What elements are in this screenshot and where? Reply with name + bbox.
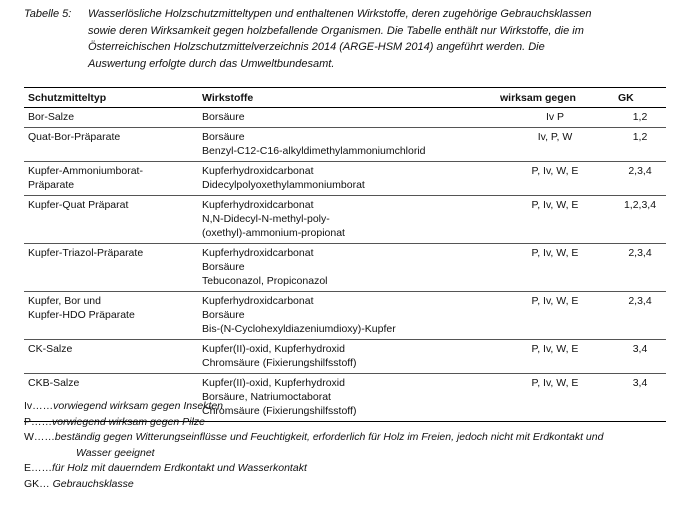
cell-line: Bis-(N-Cyclohexyldiazeniumdioxy)-Kupfer <box>202 323 396 335</box>
cell-line: Quat-Bor-Präparate <box>28 131 121 143</box>
table-row <box>24 340 666 374</box>
cell-wirksam-gegen: Iv P <box>496 108 614 128</box>
cell-line: Tebuconazol, Propiconazol <box>202 275 328 287</box>
cell-wirkstoffe <box>198 340 496 374</box>
table-caption <box>24 6 674 72</box>
cell-wirkstoffe <box>198 244 496 292</box>
cell-line: Borsäure, Natriumoctaborat <box>202 391 331 403</box>
cell-line: (oxethyl)-ammonium-propionat <box>202 227 345 239</box>
cell-line: Kupferhydroxidcarbonat <box>202 199 314 211</box>
header-schutzmitteltyp: Schutzmitteltyp <box>24 88 198 108</box>
cell-line: Borsäure <box>202 131 245 143</box>
cell-schutzmitteltyp <box>24 196 198 244</box>
note-continuation: Wasser geeignet <box>76 446 155 459</box>
cell-wirksam-gegen: P, Iv, W, E <box>496 196 614 244</box>
cell-line: Kupfer-HDO Präparate <box>28 309 135 321</box>
wood-preservative-table <box>24 87 666 422</box>
note-abbreviation: W <box>24 431 34 443</box>
cell-line: Borsäure <box>202 111 245 123</box>
table-row <box>24 244 666 292</box>
cell-wirkstoffe <box>198 196 496 244</box>
legend-note <box>24 430 674 461</box>
note-definition: Gebrauchsklasse <box>49 477 134 490</box>
cell-wirkstoffe <box>198 108 496 128</box>
cell-line: Kupferhydroxidcarbonat <box>202 247 314 259</box>
note-definition: vorwiegend wirksam gegen Insekten <box>53 400 224 412</box>
note-abbreviation: E <box>24 462 32 474</box>
caption-label: Tabelle 5: <box>24 8 72 20</box>
cell-wirksam-gegen: P, Iv, W, E <box>496 162 614 196</box>
note-separator: …… <box>32 400 54 412</box>
cell-gk: 3,4 <box>614 340 666 374</box>
cell-wirksam-gegen: P, Iv, W, E <box>496 340 614 374</box>
cell-gk: 1,2 <box>614 128 666 162</box>
header-gk: GK <box>614 88 666 108</box>
caption-line: sowie deren Wirksamkeit gegen holzbefallende Organismen. Die Tabelle enthält nur Wirkstoffe, die im <box>88 24 584 37</box>
caption-line: Auswertung erfolgte durch das Umweltbundesamt. <box>88 57 335 70</box>
cell-gk: 2,3,4 <box>614 244 666 292</box>
caption-line: Wasserlösliche Holzschutzmitteltypen und enthaltenen Wirkstoffe, deren zugehörige Gebrauchsklassen <box>88 8 592 20</box>
cell-wirkstoffe <box>198 128 496 162</box>
cell-schutzmitteltyp <box>24 340 198 374</box>
note-abbreviation: Iv <box>24 400 33 412</box>
note-separator: …… <box>31 462 53 474</box>
note-definition: für Holz mit dauerndem Erdkontakt und Wasserkontakt <box>52 462 307 474</box>
cell-wirksam-gegen: P, Iv, W, E <box>496 292 614 340</box>
table-row <box>24 292 666 340</box>
cell-line: Kupfer(II)-oxid, Kupferhydroxid <box>202 343 345 355</box>
table-row <box>24 108 666 128</box>
header-wirkstoffe: Wirkstoffe <box>198 88 496 108</box>
header-wirksam-gegen: wirksam gegen <box>496 88 614 108</box>
cell-gk: 3,4 <box>614 374 666 422</box>
note-separator: …… <box>33 431 55 443</box>
cell-line: CKB-Salze <box>28 377 80 389</box>
cell-wirksam-gegen: P, Iv, W, E <box>496 244 614 292</box>
note-definition: beständig gegen Witterungseinflüsse und Feuchtigkeit, erforderlich für Holz im Freien, jedoch nicht mit Erdkontakt und <box>54 431 604 443</box>
note-abbreviation: GK <box>24 477 40 490</box>
cell-line: Bor-Salze <box>28 111 75 123</box>
cell-line: Kupfer, Bor und <box>28 295 101 307</box>
table-row <box>24 162 666 196</box>
cell-gk: 1,2 <box>614 108 666 128</box>
cell-line: Chromsäure (Fixierungshilfsstoff) <box>202 357 357 369</box>
legend-note <box>24 415 674 431</box>
cell-line: Chromsäure (Fixierungshilfsstoff) <box>202 405 357 417</box>
cell-schutzmitteltyp <box>24 128 198 162</box>
cell-line: Benzyl-C12-C16-alkyldimethylammoniumchlorid <box>202 145 426 157</box>
cell-wirksam-gegen: P, Iv, W, E <box>496 374 614 422</box>
table-header-row <box>24 88 666 108</box>
legend-notes <box>24 399 674 492</box>
cell-wirksam-gegen: Iv, P, W <box>496 128 614 162</box>
note-abbreviation: P <box>24 415 32 428</box>
table-row <box>24 196 666 244</box>
cell-line: Borsäure <box>202 309 245 321</box>
cell-wirkstoffe <box>198 162 496 196</box>
cell-schutzmitteltyp <box>24 244 198 292</box>
legend-note <box>24 477 674 493</box>
cell-line: N,N-Didecyl-N-methyl-poly- <box>202 213 330 225</box>
caption-line: Österreichischen Holzschutzmittelverzeichnis 2014 (ARGE-HSM 2014) angeführt werden. Die <box>88 41 545 53</box>
cell-gk: 2,3,4 <box>614 292 666 340</box>
cell-line: Kupfer-Quat Präparat <box>28 199 129 211</box>
note-separator: …… <box>31 415 53 428</box>
legend-note <box>24 399 674 415</box>
cell-schutzmitteltyp <box>24 162 198 196</box>
note-separator: … <box>39 477 50 490</box>
cell-line: Borsäure <box>202 261 245 273</box>
cell-gk: 2,3,4 <box>614 162 666 196</box>
table-row <box>24 128 666 162</box>
cell-gk: 1,2,3,4 <box>614 196 666 244</box>
cell-line: Didecylpolyoxethylammoniumborat <box>202 179 365 191</box>
note-definition: vorwiegend wirksam gegen Pilze <box>52 415 205 428</box>
cell-line: Kupferhydroxidcarbonat <box>202 165 314 177</box>
cell-wirkstoffe <box>198 292 496 340</box>
cell-line: Kupferhydroxidcarbonat <box>202 295 314 307</box>
cell-schutzmitteltyp <box>24 292 198 340</box>
cell-line: Kupfer(II)-oxid, Kupferhydroxid <box>202 377 345 389</box>
cell-line: Kupfer-Triazol-Präparate <box>28 247 144 259</box>
cell-line: Kupfer-Ammoniumborat- <box>28 165 143 177</box>
cell-line: CK-Salze <box>28 343 73 355</box>
cell-line: Präparate <box>28 179 75 191</box>
legend-note <box>24 461 674 477</box>
cell-schutzmitteltyp <box>24 108 198 128</box>
